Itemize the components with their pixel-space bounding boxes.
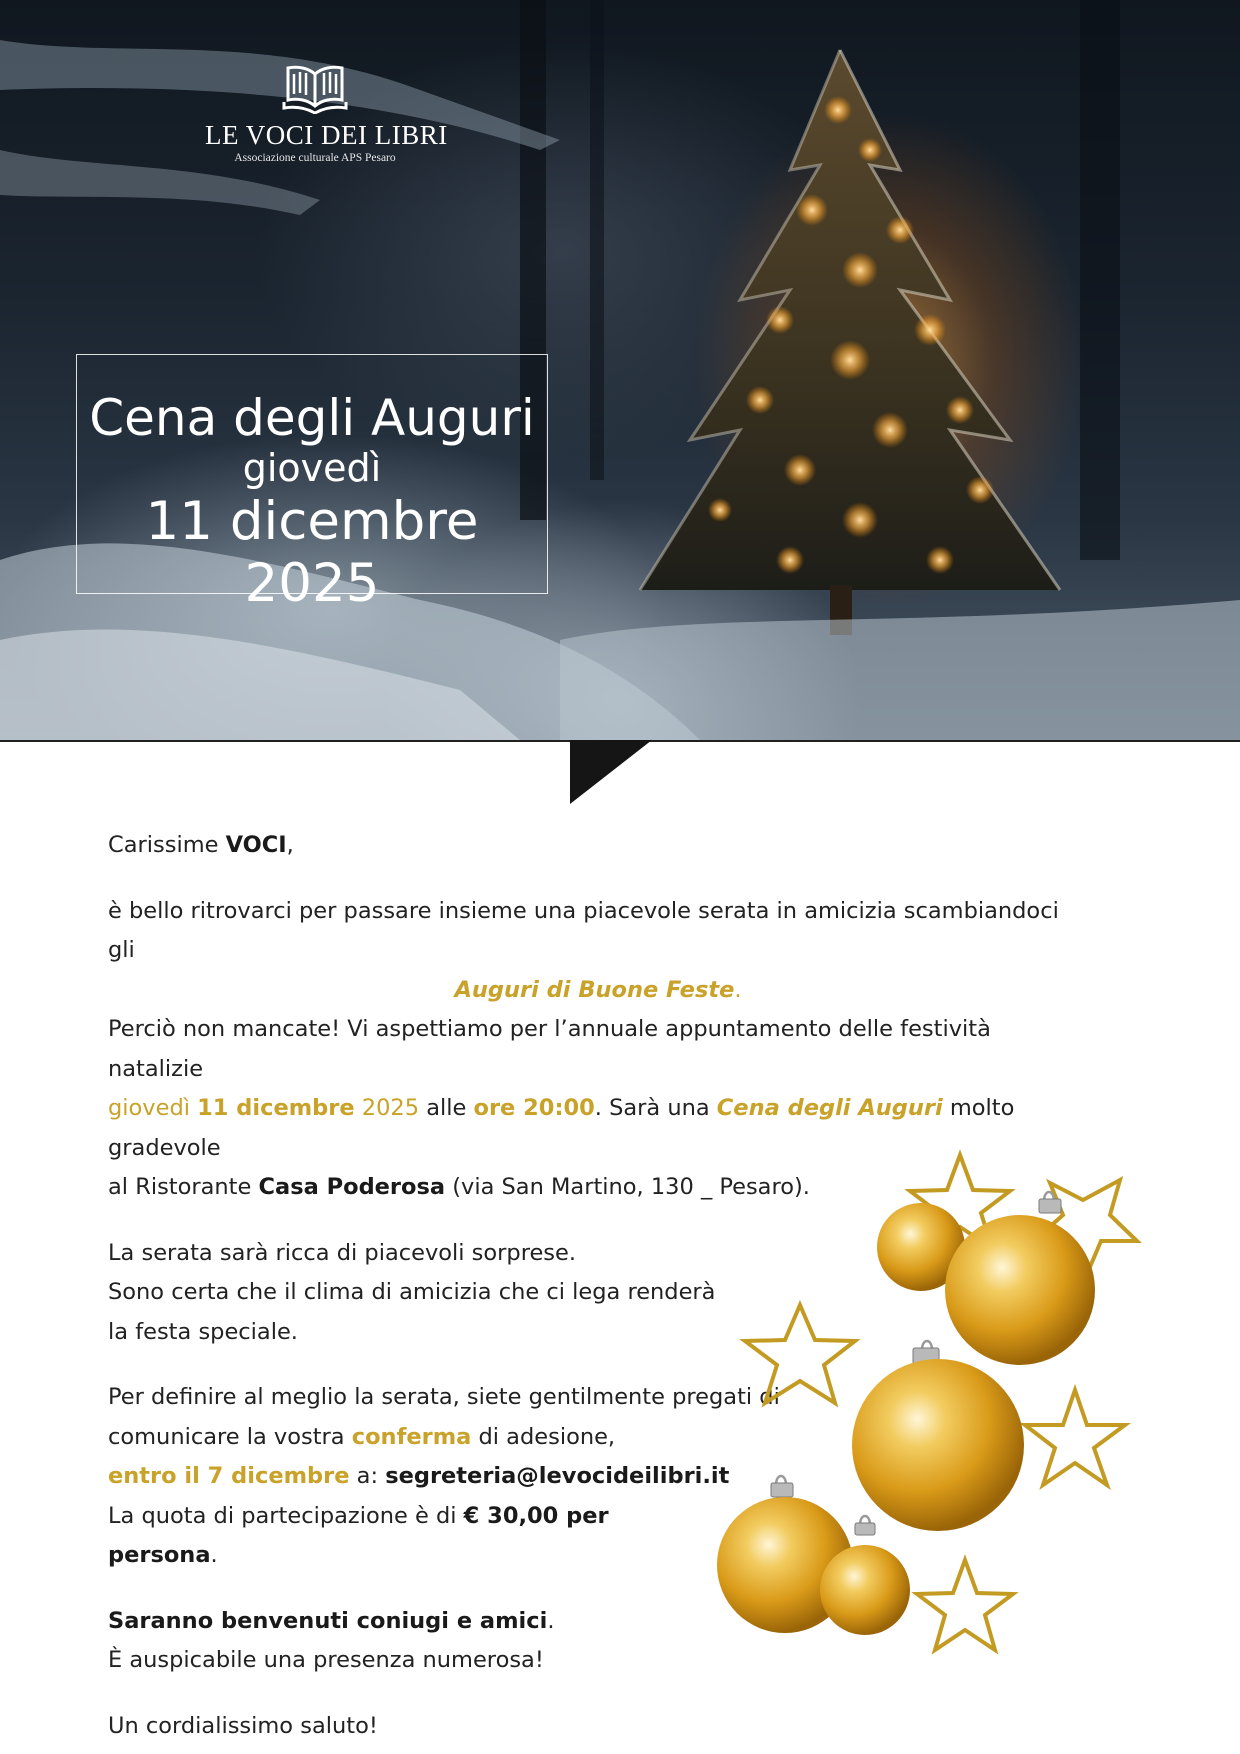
invitation-year: 2025 — [354, 1095, 420, 1121]
christmas-ornaments-illustration — [705, 1145, 1165, 1665]
rsvp-confirm: conferma — [351, 1423, 472, 1450]
closing: Un cordialissimo saluto! — [108, 1712, 378, 1739]
open-book-icon — [282, 62, 348, 114]
quota-amount: € 30,00 per — [463, 1502, 609, 1529]
rsvp-line-1: Per definire al meglio la serata, siete gentilmente pregati di — [108, 1384, 780, 1410]
invitation-time: ore 20:00 — [473, 1095, 595, 1121]
welcome-line-2: È auspicabile una presenza numerosa! — [108, 1647, 544, 1673]
quota-suffix: . — [210, 1542, 218, 1568]
invitation-event: Cena degli Auguri — [716, 1095, 943, 1121]
welcome-dot: . — [547, 1607, 555, 1634]
surprises-line-2: Sono certa che il clima di amicizia che ci lega renderà — [108, 1279, 716, 1305]
greeting-suffix: , — [286, 832, 294, 858]
invitation-text: Perciò non mancate! Vi aspettiamo per l’annuale appuntamento delle festività natalizie — [108, 1016, 991, 1082]
surprises-line-1: La serata sarà ricca di piacevoli sorprese. — [108, 1239, 577, 1266]
event-title: Cena degli Auguri — [89, 389, 535, 447]
rsvp-line-2-suffix: di adesione, — [471, 1423, 616, 1450]
rsvp-deadline: entro il 7 dicembre — [108, 1463, 350, 1489]
quota-person: persona — [108, 1542, 211, 1568]
invitation-mid: . Sarà una — [594, 1095, 717, 1121]
invitation-end: molto gradevole — [108, 1095, 1015, 1161]
ornament-ball-bottom — [820, 1545, 910, 1635]
wishes-suffix: . — [734, 976, 742, 1003]
event-title-box — [76, 354, 548, 614]
greeting-prefix: Carissime — [108, 832, 226, 858]
pointer-triangle-icon — [570, 740, 652, 806]
hero-banner — [0, 0, 1240, 742]
event-weekday: giovedì — [242, 446, 382, 490]
surprises-line-3: la festa speciale. — [108, 1318, 298, 1345]
welcome-bold: Saranno benvenuti coniugi e amici — [108, 1607, 548, 1634]
ornament-ball-large-right — [945, 1215, 1095, 1365]
venue-prefix: al Ristorante — [108, 1174, 259, 1200]
rsvp-email[interactable]: segreteria@levocideilibri.it — [385, 1463, 730, 1489]
event-date: 11 dicembre 2025 — [145, 491, 479, 614]
invitation-date: 11 dicembre — [197, 1095, 355, 1121]
quota-prefix: La quota di partecipazione è di — [108, 1502, 464, 1529]
association-logo — [205, 62, 448, 164]
venue-address: (via San Martino, 130 _ Pesaro). — [445, 1174, 810, 1200]
greeting — [108, 826, 1088, 866]
venue-name: Casa Poderosa — [258, 1174, 446, 1200]
intro-text: è bello ritrovarci per passare insieme una piacevole serata in amicizia scambiandoci gli — [108, 897, 1059, 963]
rsvp-line-2-prefix: comunicare la vostra — [108, 1423, 352, 1450]
greeting-name: VOCI — [225, 832, 287, 858]
logo-subtitle: Associazione culturale APS Pesaro — [234, 152, 396, 164]
invitation-day: giovedì — [108, 1095, 198, 1121]
rsvp-to: a: — [349, 1463, 386, 1489]
paragraph-intro — [108, 892, 1088, 971]
wishes-text: Auguri di Buone Feste — [454, 976, 735, 1003]
logo-name: LE VOCI DEI LIBRI — [205, 120, 448, 150]
wishes-line — [108, 971, 1088, 1011]
ornament-ball-large-center — [852, 1359, 1024, 1531]
invitation-at: alle — [419, 1095, 474, 1121]
